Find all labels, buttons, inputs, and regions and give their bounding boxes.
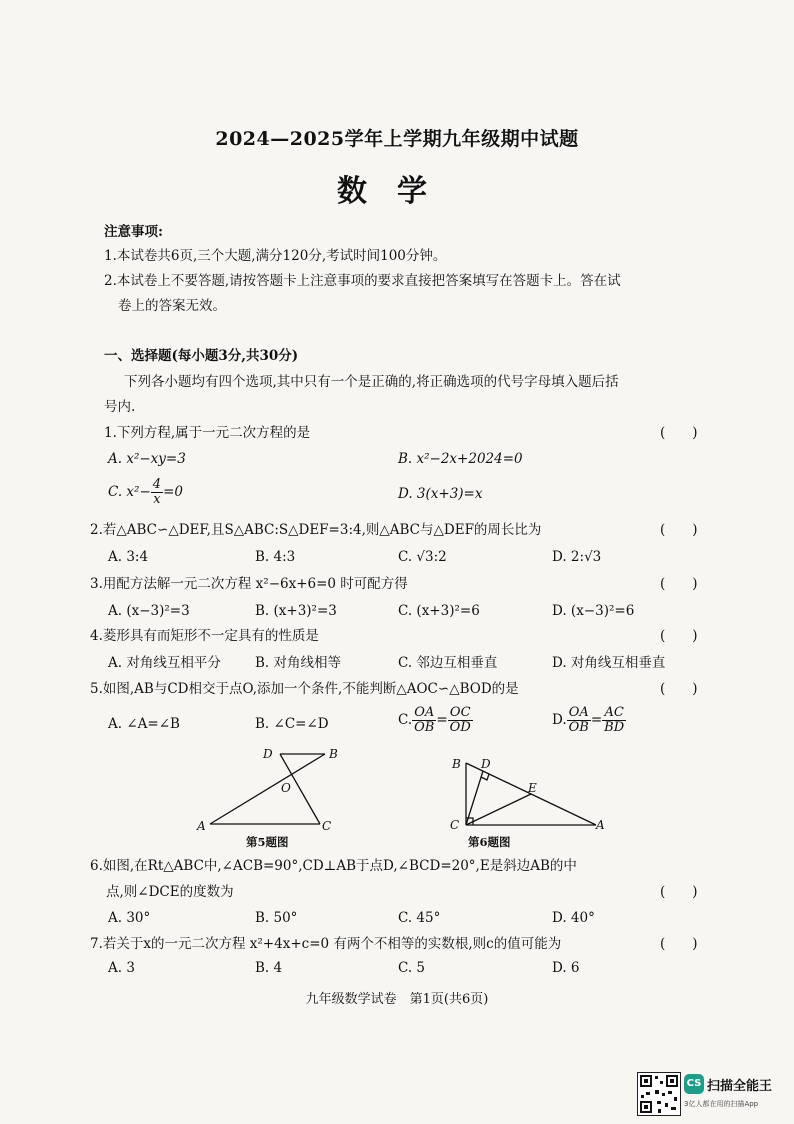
fig5-label-o: O: [281, 781, 291, 795]
exam-title: 2024—2025学年上学期九年级期中试题: [215, 128, 579, 150]
q4-option-d: D. 对角线互相垂直: [552, 655, 666, 671]
q1-option-d: D. 3(x+3)=x: [398, 486, 483, 502]
q5-stem: 5.如图,AB与CD相交于点O,添加一个条件,不能判断△AOC∽△BOD的是: [90, 681, 519, 697]
q6-stem-line1: 6.如图,在Rt△ABC中,∠ACB=90°,CD⊥AB于点D,∠BCD=20°,E是斜边AB的中: [90, 858, 577, 874]
q1-c-denominator: x: [153, 492, 161, 507]
section1-intro-line2: 号内.: [104, 399, 136, 415]
q5-d-num1: OA: [568, 705, 589, 720]
q6-stem-line2: 点,则∠DCE的度数为: [106, 884, 234, 900]
notice-heading: 注意事项:: [104, 224, 163, 240]
q5-d-num2: AC: [604, 705, 624, 720]
q1-c-numerator: 4: [152, 477, 162, 492]
q1-option-b: B. x²−2x+2024=0: [398, 451, 523, 467]
figure-5: [195, 744, 355, 844]
q5-option-d-label: D.: [552, 712, 567, 728]
q5-c-fraction-1: [412, 706, 436, 735]
subject-title: 数学: [337, 174, 457, 209]
q4-answer-paren: ( ): [660, 628, 698, 644]
fig6-label-b: B: [452, 757, 461, 771]
q2-option-d: D. 2:√3: [552, 549, 602, 565]
q5-c-den1: OB: [414, 720, 435, 735]
q6-option-a: A. 30°: [108, 910, 151, 926]
q1-option-c-fraction: [151, 478, 163, 507]
notice-item-2-line2: 卷上的答案无效。: [118, 298, 226, 314]
q5-c-den2: OD: [449, 720, 471, 735]
fig6-segment-ce: [466, 794, 531, 825]
qr-code-graphic: [638, 1073, 680, 1115]
q5-option-d: D. $\frac{OA}{OB}$ = $\frac{AC}{BD}$: [552, 705, 625, 735]
figure-6: [446, 755, 616, 835]
notice-item-1: 1.本试卷共6页,三个大题,满分120分,考试时间100分钟。: [104, 248, 447, 264]
fig5-segment-ab: [210, 754, 325, 824]
q5-c-fraction-2: [448, 706, 473, 735]
q7-answer-paren: ( ): [660, 936, 698, 952]
fig6-label-d: D: [481, 757, 491, 771]
fig6-label-c: C: [450, 818, 460, 832]
q5-d-fraction-2: [602, 706, 626, 735]
camscanner-name: 扫描全能王: [707, 1079, 773, 1094]
q4-option-a: A. 对角线互相平分: [108, 655, 221, 671]
fig5-label-d: D: [263, 747, 273, 761]
q7-option-c: C. 5: [398, 960, 426, 976]
q5-d-den2: BD: [604, 720, 625, 735]
q2-option-c: C. √3:2: [398, 549, 447, 565]
q2-stem: 2.若△ABC∽△DEF,且S△ABC:S△DEF=3:4,则△ABC与△DEF的周长比为: [90, 522, 542, 538]
q5-option-a: A. ∠A=∠B: [108, 716, 180, 732]
fig6-segment-cd: [466, 771, 483, 825]
q3-option-a: A. (x−3)²=3: [108, 603, 190, 619]
q6-option-b: B. 50°: [255, 910, 298, 926]
q1-stem: 1.下列方程,属于一元二次方程的是: [104, 425, 311, 441]
q5-option-c: C. $\frac{OA}{OB}$ = $\frac{OC}{OD}$: [398, 705, 471, 735]
section1-intro-line1: 下列各小题均有四个选项,其中只有一个是正确的,将正确选项的代号字母填入题后括: [124, 374, 619, 390]
fig5-label-a: A: [197, 819, 206, 833]
fig6-label-a: A: [596, 818, 605, 832]
q1-answer-paren: ( ): [660, 425, 698, 441]
camscanner-tagline: 3亿人都在用的扫描App: [684, 1100, 759, 1108]
q5-option-c-label: C.: [398, 712, 413, 728]
q3-option-b: B. (x+3)²=3: [255, 603, 337, 619]
q3-stem: 3.用配方法解一元二次方程 x²−6x+6=0 时可配方得: [90, 576, 408, 592]
q6-answer-paren: ( ): [660, 884, 698, 900]
notice-item-2-line1: 2.本试卷上不要答题,请按答题卡上注意事项的要求直接把答案填写在答题卡上。答在试: [104, 273, 621, 289]
figure-5-caption: 第5题图: [246, 835, 289, 849]
q5-answer-paren: ( ): [660, 681, 698, 697]
q6-option-d: D. 40°: [552, 910, 595, 926]
q6-option-c: C. 45°: [398, 910, 441, 926]
q2-option-b: B. 4:3: [255, 549, 296, 565]
qr-code-icon: [637, 1072, 681, 1116]
q7-option-d: D. 6: [552, 960, 580, 976]
q2-answer-paren: ( ): [660, 522, 698, 538]
camscanner-logo-icon: CS: [684, 1074, 704, 1094]
q5-c-num1: OA: [414, 705, 435, 720]
q1-option-c-suffix: =0: [163, 484, 183, 500]
q5-option-b: B. ∠C=∠D: [255, 716, 329, 732]
q4-option-c: C. 邻边互相垂直: [398, 655, 498, 671]
q7-option-b: B. 4: [255, 960, 283, 976]
q5-d-fraction-1: [567, 706, 591, 735]
fig5-label-c: C: [322, 819, 332, 833]
fig5-label-b: B: [329, 747, 338, 761]
q5-c-num2: OC: [449, 705, 471, 720]
q4-stem: 4.菱形具有而矩形不一定具有的性质是: [90, 628, 319, 644]
q1-option-a: A. x²−xy=3: [108, 451, 186, 467]
q2-option-a: A. 3:4: [108, 549, 149, 565]
q7-stem: 7.若关于x的一元二次方程 x²+4x+c=0 有两个不相等的实数根,则c的值可能为: [90, 936, 562, 952]
figure-6-caption: 第6题图: [468, 835, 511, 849]
section1-heading: 一、选择题(每小题3分,共30分): [104, 348, 299, 364]
q3-answer-paren: ( ): [660, 576, 698, 592]
q7-option-a: A. 3: [108, 960, 135, 976]
q5-d-den1: OB: [568, 720, 589, 735]
fig6-label-e: E: [528, 781, 537, 795]
q3-option-d: D. (x−3)²=6: [552, 603, 635, 619]
q3-option-c: C. (x+3)²=6: [398, 603, 480, 619]
q1-option-c-prefix: C. x²−: [108, 484, 151, 500]
q1-option-c: [108, 478, 183, 507]
page-footer: 九年级数学试卷 第1页(共6页): [305, 992, 489, 1007]
q4-option-b: B. 对角线相等: [255, 655, 342, 671]
